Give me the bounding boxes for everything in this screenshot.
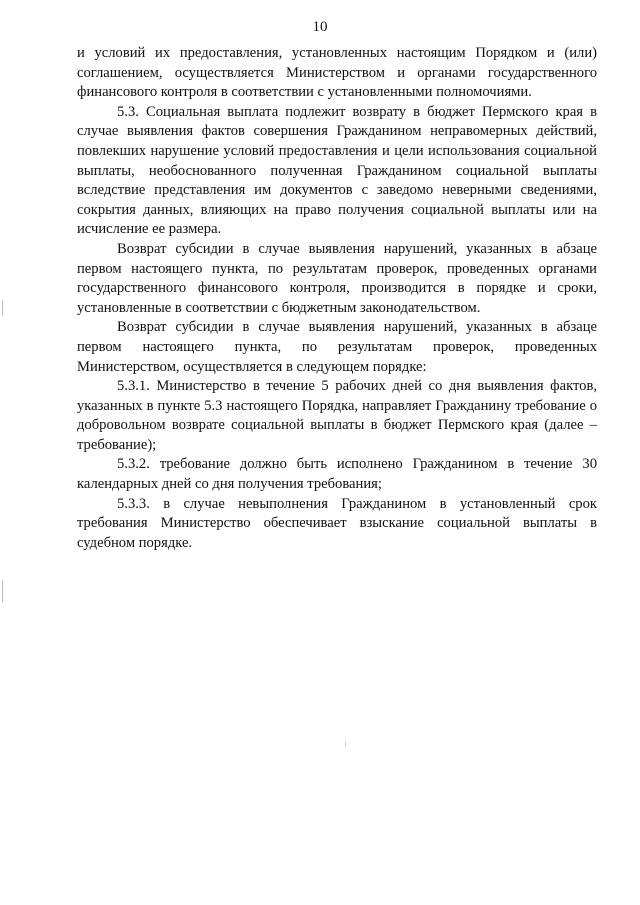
paragraph-5-3-2: 5.3.2. требование должно быть исполнено Гражданином в течение 30 календарных дней со дня получения требования; xyxy=(77,456,597,493)
scan-margin-mark xyxy=(2,300,3,316)
paragraph-refund-ministry: Возврат субсидии в случае выявления нарушений, указанных в абзаце первом настоящего пункта, по результатам проверок, проведенных Министерством, осуществляется в следующем порядке: xyxy=(77,319,597,375)
page-number: 10 xyxy=(312,19,328,35)
document-body xyxy=(77,44,597,553)
scan-margin-mark xyxy=(2,580,3,602)
paragraph-continuation: и условий их предоставления, установленных настоящим Порядком и (или) соглашением, осуществляется Министерством и органами государственного финансового контроля в соответствии с установленными полномочиями. xyxy=(77,45,597,101)
scan-speck xyxy=(345,742,346,747)
paragraph-5-3: 5.3. Социальная выплата подлежит возврату в бюджет Пермского края в случае выявления фактов совершения Гражданином неправомерных действий, повлекших нарушение условий предоставления и цели использования социальной выплаты, необоснованного полученная Гражданином социальной выплаты вследствие представления им документов с заведомо неверными сведениями, сокрытия данных, влияющих на право получения социальной выплаты или на исчисление ее размера. xyxy=(77,103,597,238)
paragraph-5-3-3: 5.3.3. в случае невыполнения Гражданином в установленный срок требования Министерство обеспечивает взыскание социальной выплаты в судебном порядке. xyxy=(77,495,597,551)
paragraph-refund-state-control: Возврат субсидии в случае выявления нарушений, указанных в абзаце первом настоящего пункта, по результатам проверок, проведенных органами государственного финансового контроля, производится в порядке и сроки, установленные в соответствии с бюджетным законодательством. xyxy=(77,240,597,316)
paragraph-5-3-1: 5.3.1. Министерство в течение 5 рабочих дней со дня выявления фактов, указанных в пункте 5.3 настоящего Порядка, направляет Гражданину требование о добровольном возврате социальной выплаты в бюджет Пермского края (далее – требование); xyxy=(77,378,597,453)
